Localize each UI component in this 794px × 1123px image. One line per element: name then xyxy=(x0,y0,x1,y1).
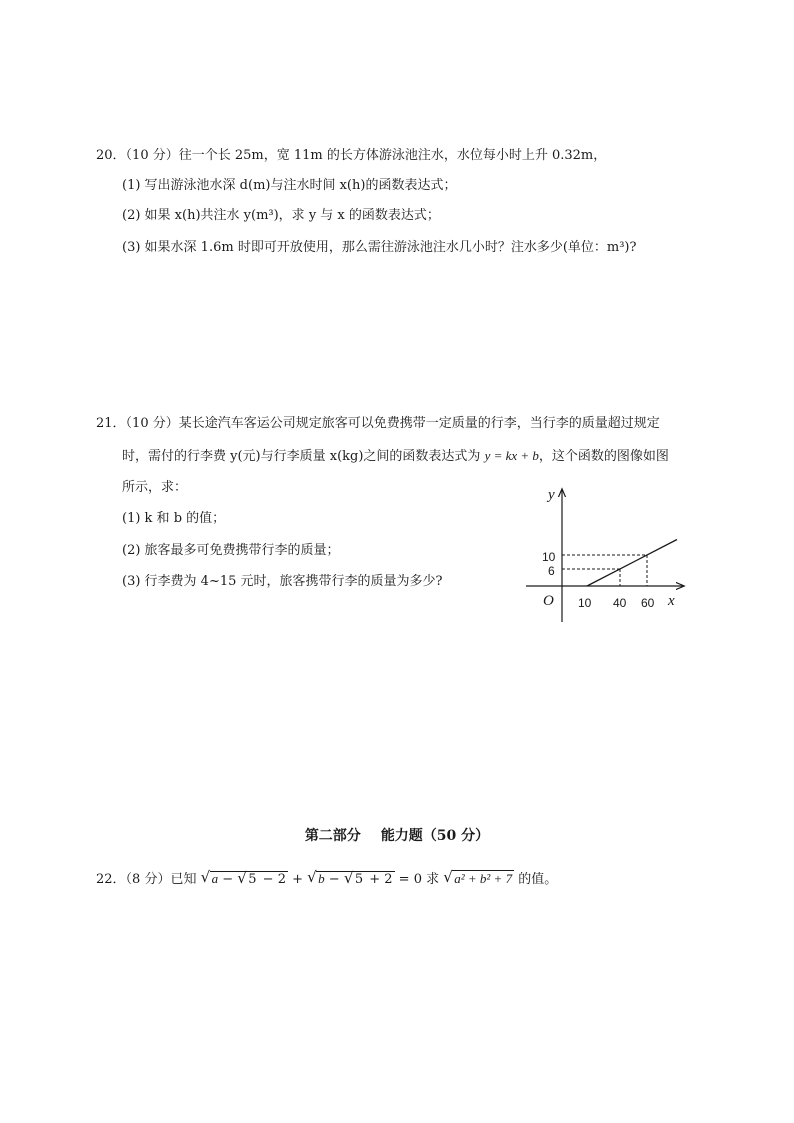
y-tick-10: 10 xyxy=(542,550,556,564)
x-tick-60: 60 xyxy=(641,596,655,610)
q22-r1-inner-radical: √ 5 xyxy=(237,869,257,887)
q22-radical-1: √ a − √ 5 − 2 xyxy=(201,868,288,891)
q20-part-1: (1) 写出游泳池水深 d(m)与注水时间 x(h)的函数表达式； xyxy=(122,178,457,193)
x-axis-label: x xyxy=(668,593,675,609)
q21-part-1: (1) k 和 b 的值； xyxy=(122,511,226,526)
q22-prefix: 22．（8 分）已知 xyxy=(96,872,201,887)
q21-function-graph xyxy=(520,482,695,624)
q22-r1-tail: − 2 xyxy=(258,872,286,887)
q22-r2-var: b xyxy=(318,871,325,886)
q22-r3-expression: a² + b² + 7 xyxy=(454,871,513,886)
q21-formula: y = kx + b xyxy=(484,448,539,463)
section-2-heading xyxy=(0,825,794,845)
q22-r2-inner: 5 xyxy=(354,872,364,887)
section-2-title: 第二部分 xyxy=(304,828,361,844)
q22-suffix: 的值。 xyxy=(514,872,558,887)
q20-stem: 20．（10 分）往一个长 25m，宽 11m 的长方体游泳池注水，水位每小时上升 0.32m， xyxy=(96,148,607,163)
q22-radical-3: √ a² + b² + 7 xyxy=(443,868,513,886)
q22-r2-minus: − xyxy=(324,872,344,887)
q21-stem-line-3: 所示，求： xyxy=(122,480,188,495)
q21-stem-line-2 xyxy=(122,446,669,467)
q21-stem-text-b: ，这个函数的图像如图 xyxy=(538,449,669,464)
q22-r2-tail: + 2 xyxy=(365,872,393,887)
q21-stem-line-1: 21．（10 分）某长途汽车客运公司规定旅客可以免费携带一定质量的行李，当行李的质量超过规定 xyxy=(96,416,660,431)
function-line xyxy=(587,540,677,587)
q22-r1-minus: − xyxy=(218,872,238,887)
x-tick-40: 40 xyxy=(613,596,627,610)
y-axis-label: y xyxy=(548,487,555,503)
x-tick-10: 10 xyxy=(578,596,592,610)
origin-label: O xyxy=(543,593,554,609)
q22-r2-inner-radical: √ 5 xyxy=(343,869,364,887)
q22-line xyxy=(96,868,557,891)
q21-stem-text-a: 时，需付的行李费 y(元)与行李质量 x(kg)之间的函数表达式为 xyxy=(122,449,485,464)
q22-r1-var: a xyxy=(211,871,219,886)
q22-r1-inner: 5 xyxy=(248,872,257,887)
q22-plus: + xyxy=(287,872,308,887)
q21-part-2: (2) 旅客最多可免费携带行李的质量； xyxy=(122,543,340,558)
q20-part-3: (3) 如果水深 1.6m 时即可开放使用，那么需往游泳池注水几小时？注水多少(单位：m³)? xyxy=(122,240,637,255)
y-tick-6: 6 xyxy=(548,564,555,578)
section-2-subtitle: 能力题（50 分） xyxy=(380,828,490,844)
q21-part-3: (3) 行李费为 4~15 元时，旅客携带行李的质量为多少? xyxy=(122,574,443,589)
q20-part-2: (2) 如果 x(h)共注水 y(m³)，求 y 与 x 的函数表达式； xyxy=(122,208,440,223)
q22-equals: = 0 求 xyxy=(394,872,444,887)
q22-radical-2: √ b − √ 5 + 2 xyxy=(307,868,394,891)
